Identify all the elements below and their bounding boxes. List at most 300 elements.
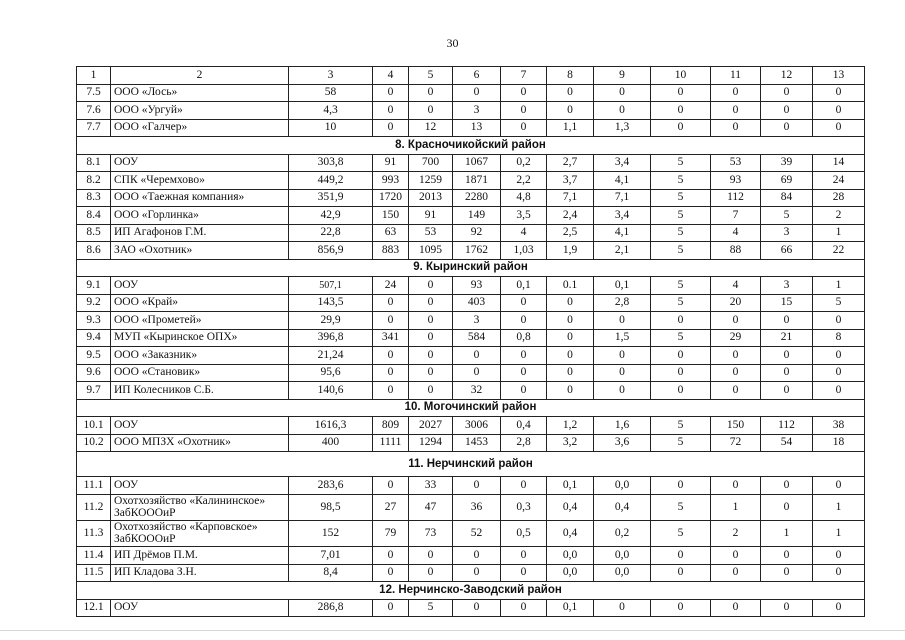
value-cell: 0 <box>373 119 409 137</box>
row-number-cell: 12.1 <box>77 599 111 617</box>
value-cell: 5 <box>651 520 711 546</box>
value-cell: 2,4 <box>547 207 594 225</box>
value-cell: 52 <box>453 520 501 546</box>
org-name-cell: ЗАО «Охотник» <box>111 242 289 260</box>
value-cell: 0,4 <box>547 494 594 520</box>
value-cell: 0 <box>409 382 453 400</box>
header-cell: 2 <box>111 67 289 85</box>
value-cell: 93 <box>711 172 761 190</box>
value-cell: 3 <box>453 102 501 120</box>
value-cell: 0 <box>761 494 813 520</box>
value-cell: 0,0 <box>594 477 651 495</box>
table-row <box>77 547 865 565</box>
header-cell: 4 <box>373 67 409 85</box>
value-cell: 1095 <box>409 242 453 260</box>
value-cell: 66 <box>761 242 813 260</box>
value-cell: 33 <box>409 477 453 495</box>
value-cell: 0 <box>711 102 761 120</box>
row-number-cell: 8.5 <box>77 224 111 242</box>
value-cell: 5 <box>409 599 453 617</box>
value-cell: 351,9 <box>289 189 373 207</box>
org-name-cell: МУП «Кыринское ОПХ» <box>111 329 289 347</box>
org-name-cell: ИП Агафонов Г.М. <box>111 224 289 242</box>
value-cell: 3,6 <box>594 434 651 452</box>
value-cell: 0 <box>711 382 761 400</box>
header-cell: 9 <box>594 67 651 85</box>
value-cell: 24 <box>813 172 865 190</box>
value-cell: 93 <box>453 277 501 295</box>
value-cell: 0,0 <box>547 547 594 565</box>
section-row <box>77 399 865 417</box>
value-cell: 0 <box>711 564 761 582</box>
value-cell: 0,3 <box>501 494 547 520</box>
row-number-cell: 9.3 <box>77 312 111 330</box>
value-cell: 0 <box>651 547 711 565</box>
value-cell: 0 <box>409 329 453 347</box>
value-cell: 20 <box>711 294 761 312</box>
org-name-cell: ООО «Галчер» <box>111 119 289 137</box>
value-cell: 5 <box>651 154 711 172</box>
value-cell: 0 <box>453 599 501 617</box>
org-name-cell: ООО «Край» <box>111 294 289 312</box>
table-row <box>77 520 865 546</box>
row-number-cell: 10.2 <box>77 434 111 452</box>
value-cell: 58 <box>289 84 373 102</box>
value-cell: 2027 <box>409 417 453 435</box>
value-cell: 24 <box>373 277 409 295</box>
value-cell: 7,01 <box>289 547 373 565</box>
value-cell: 3,7 <box>547 172 594 190</box>
header-row <box>77 67 865 85</box>
value-cell: 143,5 <box>289 294 373 312</box>
value-cell: 2,7 <box>547 154 594 172</box>
value-cell: 0 <box>711 119 761 137</box>
value-cell: 7,1 <box>594 189 651 207</box>
value-cell: 0 <box>373 477 409 495</box>
value-cell: 12 <box>409 119 453 137</box>
value-cell: 112 <box>761 417 813 435</box>
value-cell: 0,1 <box>547 599 594 617</box>
org-name-cell: ООО «Горлинка» <box>111 207 289 225</box>
value-cell: 0 <box>711 547 761 565</box>
value-cell: 0 <box>373 599 409 617</box>
section-title: 12. Нерчинско-Заводский район <box>77 582 865 600</box>
value-cell: 39 <box>761 154 813 172</box>
value-cell: 0 <box>651 382 711 400</box>
org-name-cell: ООУ <box>111 599 289 617</box>
value-cell: 32 <box>453 382 501 400</box>
value-cell: 0 <box>373 312 409 330</box>
value-cell: 0 <box>501 547 547 565</box>
table-row <box>77 294 865 312</box>
value-cell: 0 <box>651 599 711 617</box>
value-cell: 4,1 <box>594 172 651 190</box>
value-cell: 0 <box>547 84 594 102</box>
value-cell: 0 <box>373 347 409 365</box>
value-cell: 53 <box>409 224 453 242</box>
value-cell: 0 <box>501 312 547 330</box>
value-cell: 91 <box>409 207 453 225</box>
value-cell: 1,6 <box>594 417 651 435</box>
table-row <box>77 224 865 242</box>
value-cell: 0 <box>501 382 547 400</box>
value-cell: 0 <box>547 329 594 347</box>
value-cell: 0 <box>813 547 865 565</box>
value-cell: 396,8 <box>289 329 373 347</box>
value-cell: 22 <box>813 242 865 260</box>
value-cell: 0 <box>761 599 813 617</box>
value-cell: 0,2 <box>594 520 651 546</box>
value-cell: 0 <box>501 364 547 382</box>
value-cell: 0 <box>453 84 501 102</box>
row-number-cell: 9.1 <box>77 277 111 295</box>
value-cell: 0 <box>711 364 761 382</box>
value-cell: 0,8 <box>501 329 547 347</box>
value-cell: 0 <box>547 364 594 382</box>
value-cell: 0 <box>453 364 501 382</box>
table-row <box>77 494 865 520</box>
table-row <box>77 417 865 435</box>
value-cell: 5 <box>651 417 711 435</box>
row-number-cell: 11.2 <box>77 494 111 520</box>
value-cell: 1,1 <box>547 119 594 137</box>
value-cell: 5 <box>651 172 711 190</box>
value-cell: 0 <box>547 102 594 120</box>
value-cell: 92 <box>453 224 501 242</box>
value-cell: 0 <box>453 347 501 365</box>
value-cell: 2,5 <box>547 224 594 242</box>
value-cell: 3,5 <box>501 207 547 225</box>
org-name-cell: ООУ <box>111 154 289 172</box>
value-cell: 2,8 <box>501 434 547 452</box>
value-cell: 5 <box>651 242 711 260</box>
value-cell: 2013 <box>409 189 453 207</box>
header-cell: 12 <box>761 67 813 85</box>
value-cell: 0 <box>501 599 547 617</box>
value-cell: 1871 <box>453 172 501 190</box>
value-cell: 0 <box>409 84 453 102</box>
value-cell: 72 <box>711 434 761 452</box>
value-cell: 0 <box>594 382 651 400</box>
value-cell: 0 <box>409 564 453 582</box>
value-cell: 140,6 <box>289 382 373 400</box>
value-cell: 0 <box>594 599 651 617</box>
value-cell: 0 <box>409 547 453 565</box>
value-cell: 0 <box>373 102 409 120</box>
value-cell: 993 <box>373 172 409 190</box>
value-cell: 0 <box>409 294 453 312</box>
value-cell: 150 <box>373 207 409 225</box>
row-number-cell: 11.4 <box>77 547 111 565</box>
value-cell: 1 <box>711 494 761 520</box>
value-cell: 0,1 <box>501 277 547 295</box>
value-cell: 53 <box>711 154 761 172</box>
value-cell: 0 <box>711 84 761 102</box>
value-cell: 0 <box>761 102 813 120</box>
row-number-cell: 9.6 <box>77 364 111 382</box>
org-name-cell: ООУ <box>111 277 289 295</box>
value-cell: 0 <box>453 547 501 565</box>
table-row <box>77 119 865 137</box>
value-cell: 0 <box>373 364 409 382</box>
value-cell: 3 <box>761 224 813 242</box>
row-number-cell: 8.3 <box>77 189 111 207</box>
value-cell: 0 <box>594 347 651 365</box>
value-cell: 91 <box>373 154 409 172</box>
value-cell: 3,2 <box>547 434 594 452</box>
org-name-cell: ООО «Ургуй» <box>111 102 289 120</box>
value-cell: 54 <box>761 434 813 452</box>
value-cell: 27 <box>373 494 409 520</box>
header-cell: 13 <box>813 67 865 85</box>
section-row <box>77 137 865 155</box>
header-cell: 3 <box>289 67 373 85</box>
value-cell: 18 <box>813 434 865 452</box>
org-name-cell: СПК «Черемхово» <box>111 172 289 190</box>
value-cell: 152 <box>289 520 373 546</box>
value-cell: 0 <box>373 547 409 565</box>
value-cell: 3,4 <box>594 207 651 225</box>
value-cell: 0 <box>711 312 761 330</box>
value-cell: 0 <box>501 564 547 582</box>
table-body <box>77 67 865 617</box>
value-cell: 0 <box>547 294 594 312</box>
value-cell: 0 <box>651 364 711 382</box>
value-cell: 0 <box>594 312 651 330</box>
value-cell: 0 <box>547 312 594 330</box>
section-title: 8. Красночикойский район <box>77 137 865 155</box>
value-cell: 1720 <box>373 189 409 207</box>
value-cell: 0 <box>594 84 651 102</box>
org-name-cell: ООУ <box>111 477 289 495</box>
table-row <box>77 382 865 400</box>
value-cell: 4,8 <box>501 189 547 207</box>
header-cell: 1 <box>77 67 111 85</box>
page-number: 30 <box>446 36 459 50</box>
value-cell: 1 <box>813 494 865 520</box>
value-cell: 0 <box>651 347 711 365</box>
value-cell: 98,5 <box>289 494 373 520</box>
value-cell: 38 <box>813 417 865 435</box>
value-cell: 507,1 <box>289 277 373 295</box>
value-cell: 0 <box>761 347 813 365</box>
value-cell: 1067 <box>453 154 501 172</box>
value-cell: 150 <box>711 417 761 435</box>
value-cell: 0 <box>373 294 409 312</box>
value-cell: 0 <box>813 364 865 382</box>
value-cell: 0 <box>813 312 865 330</box>
page-edge-line <box>0 630 905 631</box>
org-name-cell: ООО «Таежная компания» <box>111 189 289 207</box>
value-cell: 1259 <box>409 172 453 190</box>
value-cell: 84 <box>761 189 813 207</box>
value-cell: 69 <box>761 172 813 190</box>
value-cell: 10 <box>289 119 373 137</box>
section-row <box>77 259 865 277</box>
value-cell: 0 <box>761 312 813 330</box>
header-cell: 8 <box>547 67 594 85</box>
value-cell: 0 <box>761 382 813 400</box>
value-cell: 0 <box>813 102 865 120</box>
value-cell: 5 <box>761 207 813 225</box>
row-number-cell: 11.1 <box>77 477 111 495</box>
value-cell: 8 <box>813 329 865 347</box>
header-cell: 7 <box>501 67 547 85</box>
value-cell: 0 <box>373 84 409 102</box>
value-cell: 1,5 <box>594 329 651 347</box>
value-cell: 0,0 <box>594 547 651 565</box>
org-name-cell: ООО «Становик» <box>111 364 289 382</box>
value-cell: 5 <box>651 294 711 312</box>
value-cell: 14 <box>813 154 865 172</box>
value-cell: 856,9 <box>289 242 373 260</box>
row-number-cell: 9.5 <box>77 347 111 365</box>
value-cell: 29,9 <box>289 312 373 330</box>
row-number-cell: 9.4 <box>77 329 111 347</box>
value-cell: 2 <box>813 207 865 225</box>
value-cell: 0 <box>409 364 453 382</box>
section-title: 11. Нерчинский район <box>77 452 865 477</box>
value-cell: 0 <box>651 102 711 120</box>
row-number-cell: 11.5 <box>77 564 111 582</box>
value-cell: 8,4 <box>289 564 373 582</box>
value-cell: 21,24 <box>289 347 373 365</box>
org-name-cell: ООО «Заказник» <box>111 347 289 365</box>
table-row <box>77 477 865 495</box>
table-row <box>77 189 865 207</box>
value-cell: 0,0 <box>547 564 594 582</box>
value-cell: 5 <box>651 207 711 225</box>
table-row <box>77 277 865 295</box>
value-cell: 29 <box>711 329 761 347</box>
org-name-cell: ИП Дрёмов П.М. <box>111 547 289 565</box>
value-cell: 0 <box>813 119 865 137</box>
table-row <box>77 84 865 102</box>
row-number-cell: 8.6 <box>77 242 111 260</box>
value-cell: 0,5 <box>501 520 547 546</box>
value-cell: 7 <box>711 207 761 225</box>
table-row <box>77 434 865 452</box>
value-cell: 303,8 <box>289 154 373 172</box>
value-cell: 0 <box>761 119 813 137</box>
table-row <box>77 172 865 190</box>
value-cell: 2,2 <box>501 172 547 190</box>
section-row <box>77 582 865 600</box>
value-cell: 1 <box>813 520 865 546</box>
table-row <box>77 154 865 172</box>
value-cell: 4,3 <box>289 102 373 120</box>
org-name-cell: ИП Кладова З.Н. <box>111 564 289 582</box>
value-cell: 47 <box>409 494 453 520</box>
table-row <box>77 102 865 120</box>
value-cell: 341 <box>373 329 409 347</box>
value-cell: 5 <box>651 189 711 207</box>
value-cell: 0 <box>651 119 711 137</box>
value-cell: 0 <box>651 84 711 102</box>
header-cell: 11 <box>711 67 761 85</box>
value-cell: 0 <box>711 477 761 495</box>
value-cell: 700 <box>409 154 453 172</box>
value-cell: 1 <box>761 520 813 546</box>
value-cell: 5 <box>813 294 865 312</box>
value-cell: 2280 <box>453 189 501 207</box>
value-cell: 28 <box>813 189 865 207</box>
table-row <box>77 364 865 382</box>
org-name-cell: Охотхозяйство «Карповское» ЗабКОООиР <box>111 520 289 546</box>
value-cell: 1294 <box>409 434 453 452</box>
value-cell: 0 <box>761 477 813 495</box>
value-cell: 1,9 <box>547 242 594 260</box>
value-cell: 0 <box>761 547 813 565</box>
org-name-cell: ООО МПЗХ «Охотник» <box>111 434 289 452</box>
value-cell: 0 <box>409 277 453 295</box>
value-cell: 0 <box>813 477 865 495</box>
value-cell: 400 <box>289 434 373 452</box>
value-cell: 5 <box>651 277 711 295</box>
header-cell: 6 <box>453 67 501 85</box>
value-cell: 1,3 <box>594 119 651 137</box>
row-number-cell: 9.2 <box>77 294 111 312</box>
value-cell: 0 <box>651 564 711 582</box>
value-cell: 2,1 <box>594 242 651 260</box>
value-cell: 403 <box>453 294 501 312</box>
value-cell: 3 <box>761 277 813 295</box>
value-cell: 0 <box>501 294 547 312</box>
value-cell: 1111 <box>373 434 409 452</box>
value-cell: 149 <box>453 207 501 225</box>
value-cell: 2 <box>711 520 761 546</box>
table-row <box>77 599 865 617</box>
value-cell: 0 <box>813 564 865 582</box>
value-cell: 5 <box>651 329 711 347</box>
org-name-cell: ООО «Прометей» <box>111 312 289 330</box>
section-title: 9. Кыринский район <box>77 259 865 277</box>
value-cell: 3 <box>453 312 501 330</box>
value-cell: 1 <box>813 224 865 242</box>
value-cell: 809 <box>373 417 409 435</box>
value-cell: 0 <box>711 599 761 617</box>
value-cell: 0 <box>711 347 761 365</box>
section-title: 10. Могочинский район <box>77 399 865 417</box>
row-number-cell: 8.4 <box>77 207 111 225</box>
header-cell: 10 <box>651 67 711 85</box>
value-cell: 0,1 <box>547 477 594 495</box>
row-number-cell: 7.5 <box>77 84 111 102</box>
value-cell: 15 <box>761 294 813 312</box>
value-cell: 1,03 <box>501 242 547 260</box>
table-row <box>77 329 865 347</box>
value-cell: 36 <box>453 494 501 520</box>
row-number-cell: 11.3 <box>77 520 111 546</box>
data-table <box>76 66 865 617</box>
org-name-cell: ООУ <box>111 417 289 435</box>
value-cell: 0 <box>594 364 651 382</box>
value-cell: 0 <box>547 382 594 400</box>
org-name-cell: ООО «Лось» <box>111 84 289 102</box>
value-cell: 0,1 <box>594 277 651 295</box>
value-cell: 4,1 <box>594 224 651 242</box>
row-number-cell: 8.2 <box>77 172 111 190</box>
value-cell: 0 <box>501 84 547 102</box>
table-row <box>77 564 865 582</box>
value-cell: 0 <box>761 84 813 102</box>
value-cell: 5 <box>651 494 711 520</box>
value-cell: 95,6 <box>289 364 373 382</box>
value-cell: 1616,3 <box>289 417 373 435</box>
row-number-cell: 7.7 <box>77 119 111 137</box>
value-cell: 286,8 <box>289 599 373 617</box>
value-cell: 21 <box>761 329 813 347</box>
